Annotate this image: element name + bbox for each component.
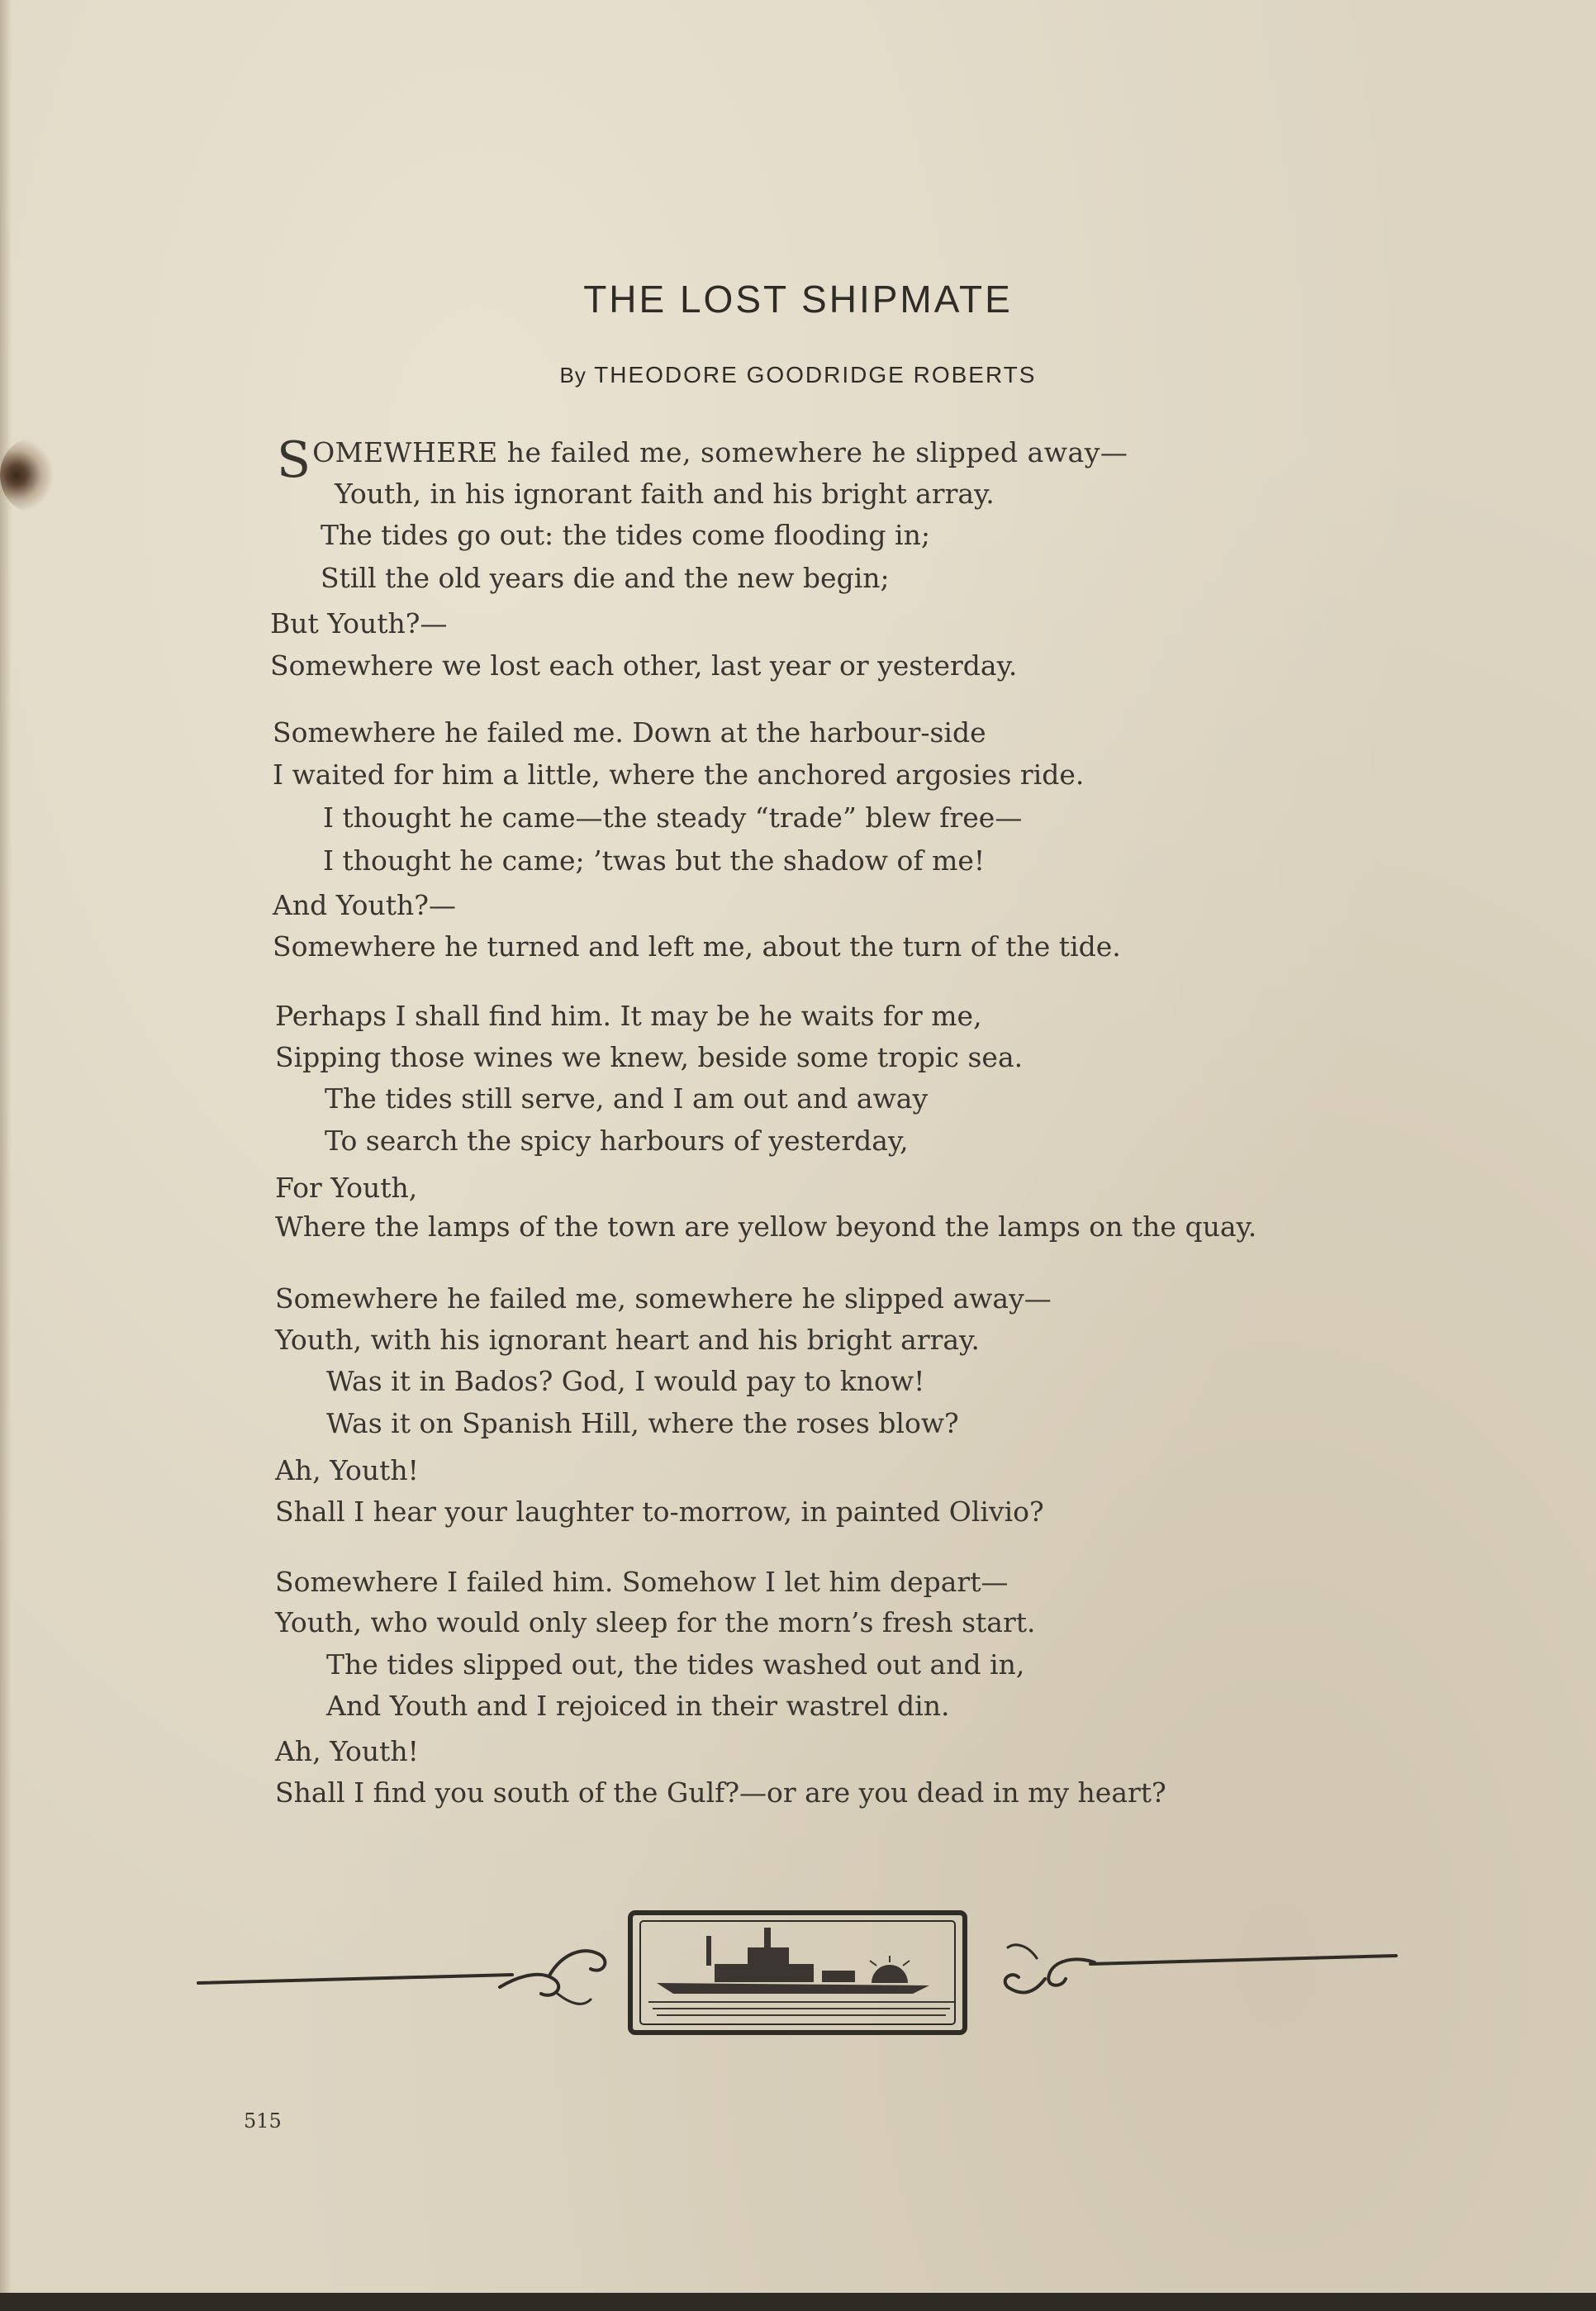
poem-line: Somewhere he failed me, somewhere he slipped away— [275, 1282, 1052, 1315]
page-gutter-shadow [0, 0, 12, 2311]
poem-line: To search the spicy harbours of yesterday, [325, 1125, 909, 1157]
page-number: 515 [244, 2109, 282, 2133]
poem-line: Youth, who would only sleep for the morn’s fresh start. [275, 1606, 1036, 1638]
poem-line: Somewhere I failed him. Somehow I let him depart— [275, 1566, 1009, 1598]
ink-stain [0, 438, 66, 512]
poem-line: Ah, Youth! [275, 1735, 419, 1767]
battleship-tailpiece-icon [194, 1896, 1400, 2045]
poem-line: Sipping those wines we knew, beside some tropic sea. [275, 1041, 1024, 1073]
poem-line: Still the old years die and the new begin; [321, 562, 890, 594]
poem-line: The tides slipped out, the tides washed out and in, [326, 1648, 1025, 1681]
poem-line: Somewhere he failed me. Down at the harbour-side [273, 716, 986, 749]
poem-line: The tides go out: the tides come flooding in; [321, 519, 930, 551]
poem-line: But Youth?— [270, 607, 448, 640]
poem-line-text: OMEWHERE he failed me, somewhere he slipped away— [312, 436, 1128, 468]
poem-line: Shall I hear your laughter to-morrow, in painted Olivio? [275, 1495, 1044, 1528]
poem-line: Where the lamps of the town are yellow beyond the lamps on the quay. [275, 1210, 1257, 1243]
poem-title: THE LOST SHIPMATE [583, 278, 1013, 321]
poem-line: Was it in Bados? God, I would pay to know! [326, 1365, 925, 1397]
poem-line: I waited for him a little, where the anchored argosies ride. [273, 758, 1085, 791]
poem-line: For Youth, [275, 1172, 418, 1204]
poem-line: I thought he came; ’twas but the shadow of me! [323, 844, 986, 877]
byline-prefix: By [559, 363, 587, 388]
poem-line: And Youth?— [273, 889, 456, 921]
poem-line: Somewhere he turned and left me, about the turn of the tide. [273, 930, 1121, 963]
poem-line: Youth, in his ignorant faith and his bright array. [335, 478, 995, 510]
page-bottom-edge [0, 2293, 1596, 2311]
poem-line: I thought he came—the steady “trade” blew free— [323, 801, 1023, 834]
poem-line: Somewhere we lost each other, last year or yesterday. [270, 649, 1018, 682]
poem-line: Shall I find you south of the Gulf?—or are you dead in my heart? [275, 1776, 1166, 1809]
byline [0, 362, 1596, 388]
poem-line: The tides still serve, and I am out and away [325, 1082, 929, 1115]
poem-line: Youth, with his ignorant heart and his bright array. [275, 1324, 980, 1356]
poem-line: Was it on Spanish Hill, where the roses blow? [326, 1407, 959, 1439]
poem-line: Perhaps I shall find him. It may be he waits for me, [275, 1000, 982, 1032]
poem-line: Ah, Youth! [275, 1454, 419, 1486]
poem-line: And Youth and I rejoiced in their wastrel din. [326, 1690, 950, 1722]
author-name: THEODORE GOODRIDGE ROBERTS [594, 362, 1037, 388]
drop-cap: S [277, 431, 311, 489]
